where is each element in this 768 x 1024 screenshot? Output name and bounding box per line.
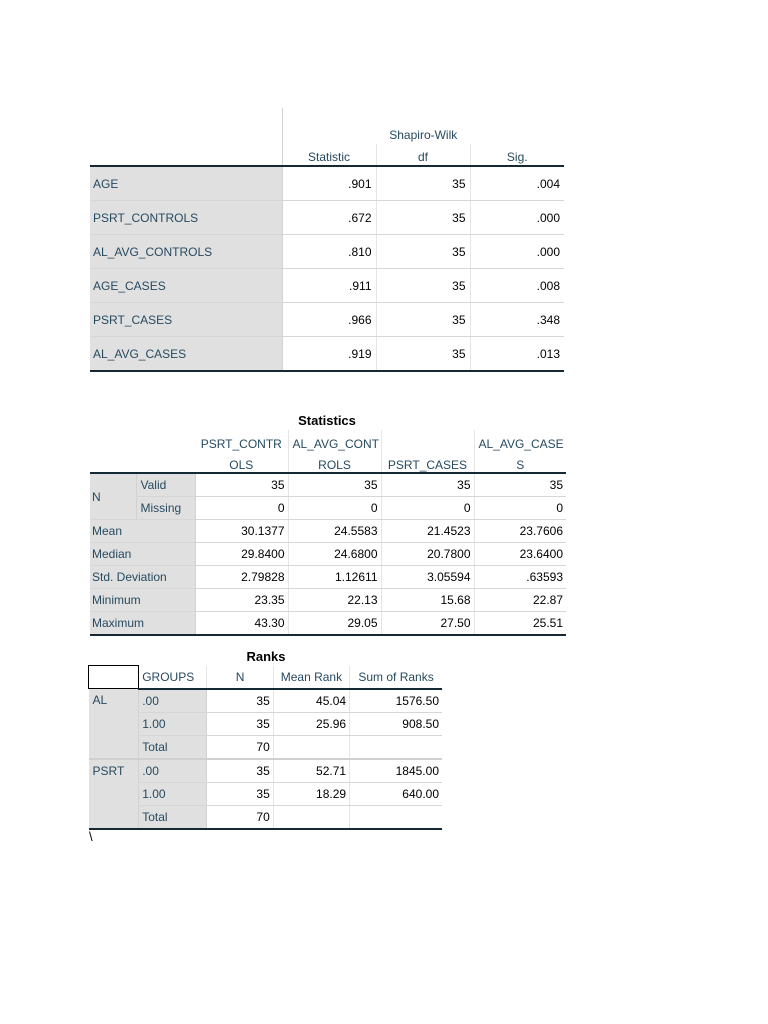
row-label: Median <box>90 543 195 566</box>
sum-of-ranks-cell <box>350 805 442 829</box>
row-label: Mean <box>90 520 195 543</box>
table-header-row <box>90 144 564 166</box>
table-row <box>89 759 443 783</box>
df-cell: 35 <box>376 337 470 372</box>
table-header-row <box>90 430 566 451</box>
column-header-al-avg-controls-line2: ROLS <box>288 451 381 473</box>
sum-of-ranks-cell: 1576.50 <box>350 689 442 713</box>
statistic-cell: .911 <box>282 269 376 303</box>
table-row <box>89 712 443 735</box>
group-value: 1.00 <box>139 782 207 805</box>
row-label: PSRT_CASES <box>90 303 282 337</box>
sum-of-ranks-cell: 640.00 <box>350 782 442 805</box>
value-cell: 0 <box>288 497 381 520</box>
table-row <box>90 269 564 303</box>
df-cell: 35 <box>376 303 470 337</box>
value-cell: 24.6800 <box>288 543 381 566</box>
sum-of-ranks-cell <box>350 735 442 759</box>
n-cell: 35 <box>207 689 273 713</box>
row-label: Std. Deviation <box>90 566 195 589</box>
value-cell: 2.79828 <box>195 566 288 589</box>
table-row <box>90 543 566 566</box>
column-header-df: df <box>376 144 470 166</box>
table-row <box>90 201 564 235</box>
value-cell: 3.05594 <box>381 566 474 589</box>
value-cell: 0 <box>474 497 566 520</box>
value-cell: .63593 <box>474 566 566 589</box>
table-row <box>90 520 566 543</box>
table-header-row <box>90 451 566 473</box>
table-row <box>89 805 443 829</box>
statistics-title: Statistics <box>298 413 356 428</box>
column-header-al-avg-controls-line1: AL_AVG_CONT <box>288 430 381 451</box>
column-header-groups: GROUPS <box>139 666 207 689</box>
value-cell: 35 <box>195 473 288 497</box>
sig-cell: .008 <box>470 269 564 303</box>
value-cell: 0 <box>195 497 288 520</box>
value-cell: 20.7800 <box>381 543 474 566</box>
column-header-psrt-cases-line2: PSRT_CASES <box>381 451 474 473</box>
table-row <box>90 497 566 520</box>
mean-rank-cell <box>273 735 349 759</box>
sig-cell: .000 <box>470 201 564 235</box>
sig-cell: .013 <box>470 337 564 372</box>
df-cell: 35 <box>376 201 470 235</box>
column-header-psrt-controls-line1: PSRT_CONTR <box>195 430 288 451</box>
sig-cell: .348 <box>470 303 564 337</box>
group-value: Total <box>139 735 207 759</box>
value-cell: 0 <box>381 497 474 520</box>
df-cell: 35 <box>376 269 470 303</box>
value-cell: 29.05 <box>288 612 381 636</box>
statistic-cell: .672 <box>282 201 376 235</box>
n-cell: 35 <box>207 712 273 735</box>
value-cell: 30.1377 <box>195 520 288 543</box>
trailing-text: \ <box>89 829 93 844</box>
table-header-row <box>89 666 443 689</box>
value-cell: 15.68 <box>381 589 474 612</box>
corner-cell <box>89 666 139 689</box>
column-header-sum-of-ranks: Sum of Ranks <box>350 666 442 689</box>
group-label-al: AL <box>89 689 139 759</box>
value-cell: 25.51 <box>474 612 566 636</box>
row-label: AL_AVG_CASES <box>90 337 282 372</box>
value-cell: 43.30 <box>195 612 288 636</box>
value-cell: 23.7606 <box>474 520 566 543</box>
row-label: Missing <box>136 497 195 520</box>
n-cell: 35 <box>207 759 273 783</box>
shapiro-wilk-group-header: Shapiro-Wilk <box>389 128 458 142</box>
table-row <box>90 566 566 589</box>
row-label: PSRT_CONTROLS <box>90 201 282 235</box>
statistics-table <box>90 430 566 636</box>
table-row <box>89 782 443 805</box>
statistic-cell: .901 <box>282 166 376 201</box>
n-cell: 35 <box>207 782 273 805</box>
table-row <box>89 735 443 759</box>
group-value: .00 <box>139 689 207 713</box>
value-cell: 35 <box>474 473 566 497</box>
value-cell: 35 <box>381 473 474 497</box>
row-label: Maximum <box>90 612 195 636</box>
df-cell: 35 <box>376 166 470 201</box>
column-header-al-avg-cases-line2: S <box>474 451 566 473</box>
sig-cell: .004 <box>470 166 564 201</box>
table-row <box>90 337 564 372</box>
value-cell: 24.5583 <box>288 520 381 543</box>
column-header-mean-rank: Mean Rank <box>273 666 349 689</box>
table-row <box>90 235 564 269</box>
shapiro-wilk-table <box>90 108 564 372</box>
value-cell: 35 <box>288 473 381 497</box>
value-cell: 21.4523 <box>381 520 474 543</box>
table-row <box>90 473 566 497</box>
value-cell: 22.87 <box>474 589 566 612</box>
sum-of-ranks-cell: 908.50 <box>350 712 442 735</box>
value-cell: 27.50 <box>381 612 474 636</box>
column-header-n: N <box>207 666 273 689</box>
table-row <box>90 589 566 612</box>
group-value: Total <box>139 805 207 829</box>
group-label-psrt: PSRT <box>89 759 139 829</box>
table-row <box>90 303 564 337</box>
value-cell: 1.12611 <box>288 566 381 589</box>
statistic-cell: .919 <box>282 337 376 372</box>
group-value: .00 <box>139 759 207 783</box>
value-cell: 23.6400 <box>474 543 566 566</box>
table-row <box>89 689 443 713</box>
n-cell: 70 <box>207 735 273 759</box>
column-header-statistic: Statistic <box>282 144 376 166</box>
value-cell: 29.8400 <box>195 543 288 566</box>
mean-rank-cell: 18.29 <box>273 782 349 805</box>
group-value: 1.00 <box>139 712 207 735</box>
table-row <box>90 612 566 636</box>
row-label: Valid <box>136 473 195 497</box>
mean-rank-cell: 52.71 <box>273 759 349 783</box>
column-header-psrt-cases-line1 <box>381 430 474 451</box>
mean-rank-cell <box>273 805 349 829</box>
ranks-table <box>88 665 442 830</box>
n-label: N <box>90 473 136 520</box>
table-header-row <box>90 108 564 144</box>
column-header-sig: Sig. <box>470 144 564 166</box>
ranks-title: Ranks <box>246 649 286 664</box>
mean-rank-cell: 25.96 <box>273 712 349 735</box>
row-label: AL_AVG_CONTROLS <box>90 235 282 269</box>
statistic-cell: .966 <box>282 303 376 337</box>
column-header-psrt-controls-line2: OLS <box>195 451 288 473</box>
row-label: Minimum <box>90 589 195 612</box>
mean-rank-cell: 45.04 <box>273 689 349 713</box>
df-cell: 35 <box>376 235 470 269</box>
value-cell: 22.13 <box>288 589 381 612</box>
value-cell: 23.35 <box>195 589 288 612</box>
table-row <box>90 166 564 201</box>
n-cell: 70 <box>207 805 273 829</box>
column-header-al-avg-cases-line1: AL_AVG_CASE <box>478 437 564 451</box>
row-label: AGE_CASES <box>90 269 282 303</box>
sig-cell: .000 <box>470 235 564 269</box>
row-label: AGE <box>90 166 282 201</box>
statistic-cell: .810 <box>282 235 376 269</box>
sum-of-ranks-cell: 1845.00 <box>350 759 442 783</box>
